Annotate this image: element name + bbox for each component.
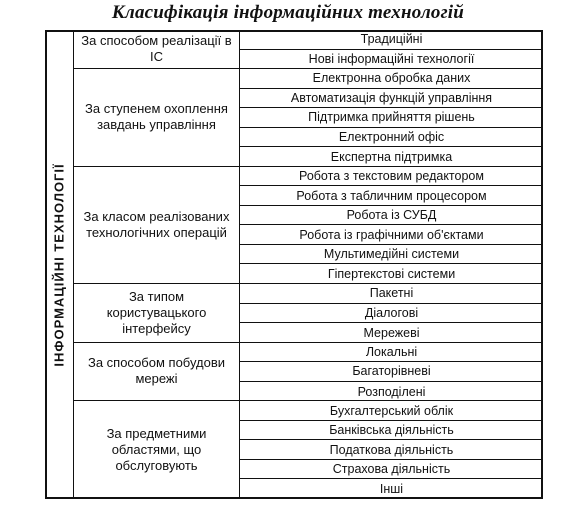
group-criterion-label: За класом реалізованих технологічних операцій bbox=[74, 167, 240, 283]
technology-item: Мережеві bbox=[363, 325, 420, 340]
classification-group bbox=[74, 284, 543, 343]
technology-item: Автоматизація функцій управління bbox=[240, 89, 543, 109]
technology-item: Інші bbox=[379, 482, 404, 497]
technology-item: Банківська діяльність bbox=[240, 421, 543, 441]
technology-item: Гіпертекстові системи bbox=[327, 267, 456, 282]
group-items bbox=[240, 284, 543, 342]
technology-item: Робота із графічними об'єктами bbox=[240, 225, 543, 245]
technology-item: Багаторівневі bbox=[240, 362, 543, 382]
technology-item: Електронна обробка даних bbox=[240, 69, 543, 89]
technology-item: Традиційні bbox=[240, 30, 543, 50]
technology-item: Податкова діяльність bbox=[240, 440, 543, 460]
technology-item: Експертна підтримка bbox=[330, 150, 453, 164]
group-items bbox=[240, 401, 543, 499]
classification-group bbox=[74, 343, 543, 402]
technology-item: Робота з текстовим редактором bbox=[240, 167, 543, 187]
technology-item: Бухгалтерський облік bbox=[240, 401, 543, 421]
technology-item: Розподілені bbox=[357, 384, 426, 399]
technology-item: Мультимедійні системи bbox=[240, 245, 543, 265]
technology-item: Робота з табличним процесором bbox=[240, 186, 543, 206]
vertical-label-column bbox=[45, 30, 74, 499]
group-items bbox=[240, 69, 543, 166]
classification-group bbox=[74, 401, 543, 499]
group-items bbox=[240, 343, 543, 401]
technology-item: Робота із СУБД bbox=[240, 206, 543, 226]
classification-groups bbox=[74, 30, 543, 499]
technology-item: Діалогові bbox=[240, 304, 543, 324]
technology-item: Страхова діяльність bbox=[240, 460, 543, 480]
group-items bbox=[240, 30, 543, 68]
group-criterion-label: За способом реалізації в ІС bbox=[74, 30, 240, 68]
classification-group bbox=[74, 167, 543, 284]
group-criterion-label: За типом користувацького інтерфейсу bbox=[74, 284, 240, 342]
technology-item: Нові інформаційні технології bbox=[308, 52, 475, 67]
group-criterion-label: За предметними областями, що обслуговують bbox=[74, 401, 240, 499]
classification-group bbox=[74, 30, 543, 69]
technology-item: Локальні bbox=[240, 343, 543, 363]
group-criterion-label: За ступенем охоплення завдань управління bbox=[74, 69, 240, 166]
classification-group bbox=[74, 69, 543, 167]
technology-item: Електронний офіс bbox=[240, 128, 543, 148]
group-items bbox=[240, 167, 543, 283]
technology-item: Пакетні bbox=[240, 284, 543, 304]
technology-item: Підтримка прийняття рішень bbox=[240, 108, 543, 128]
group-criterion-label: За способом побудови мережі bbox=[74, 343, 240, 401]
vertical-label: ІНФОРМАЦІЙНІ ТЕХНОЛОГІЇ bbox=[51, 162, 67, 367]
diagram-title: Класифікація інформаційних технологій bbox=[111, 2, 465, 23]
